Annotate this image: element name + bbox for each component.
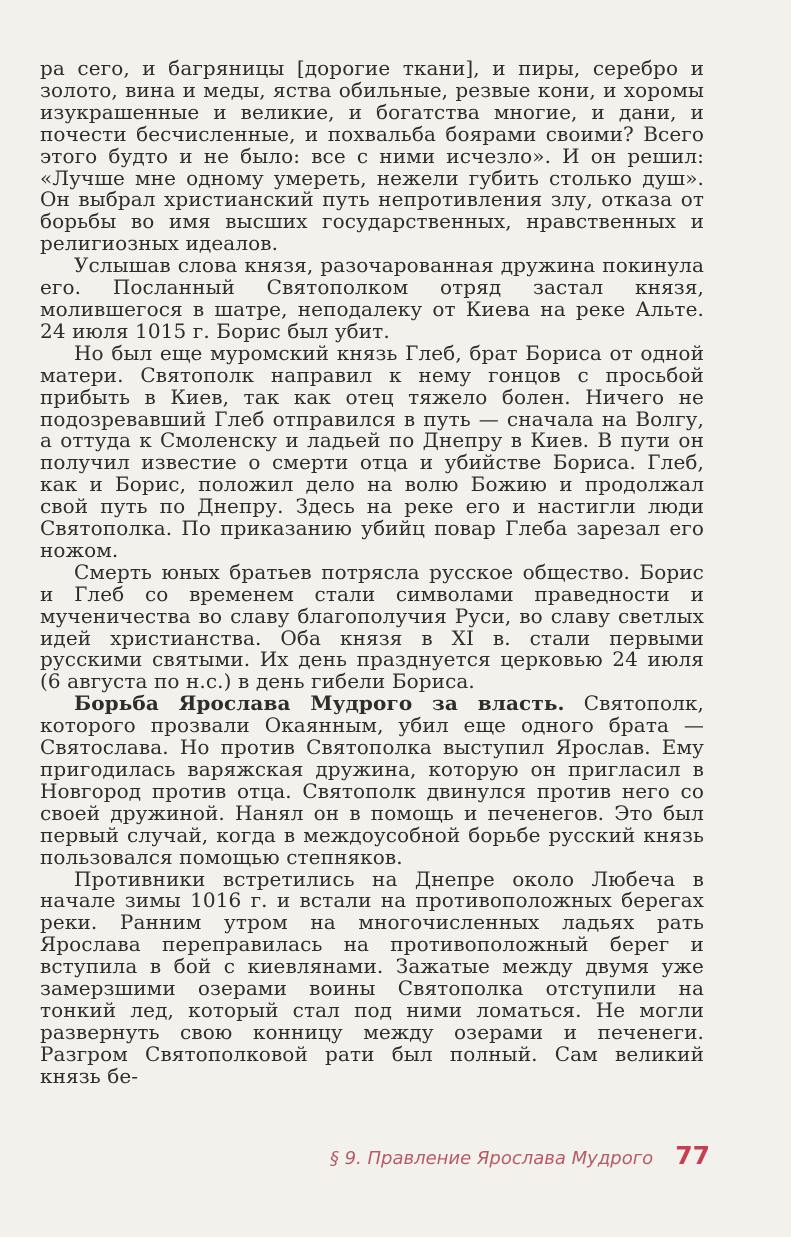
paragraph-3-text: Но был еще муромский князь Глеб, брат Бориса от одной матери. Святополк направил к нему гонцов с просьбой прибыть в Киев, так как отец тяжело болен. Ничего не подозревавший Глеб отправился в путь — сначала на Волгу, а оттуда к Смоленску и ладьей по Днепру в Киев. В пути он получил известие о смерти отца и убийстве Бориса. Глеб, как и Борис, положил дело на волю Божию и продолжал свой путь по Днепру. Здесь на реке его и настигли люди Святополка. По приказанию убийц повар Глеба зарезал его ножом. [40,340,704,562]
page-number: 77 [675,1141,710,1170]
paragraph-1 [40,58,704,255]
paragraph-5-text: Святополк, которого прозвали Окаянным, убил еще одного брата — Святослава. Но против Святополка выступил Ярослав. Ему пригодилась варяжская дружина, которую он пригласил в Новгород против отца. Святополк двинулся против него со своей дружиной. Нанял он в помощь и печенегов. Это был первый случай, когда в междоусобной борьбе русский князь пользовался помощью степняков. [40,691,704,869]
running-footer-title: § 9. Правление Ярослава Мудрого [329,1148,654,1169]
paragraph-6-text: Противники встретились на Днепре около Любеча в начале зимы 1016 г. и встали на противоположных берегах реки. Ранним утром на многочисленных ладьях рать Ярослава переправилась на противоположный берег и вступила в бой с киевлянами. Зажатые между двумя уже замерзшими озерами воины Святополка отступили на тонкий лед, который стал под ними ломаться. Не могли развернуть свою конницу между озерами и печенеги. Разгром Святополковой рати был полный. Сам великий князь бе- [40,866,704,1088]
paragraph-1-text: ра сего, и багряницы [дорогие ткани], и пиры, серебро и золото, вина и меды, яства обильные, резвые кони, и хоромы изукрашенные и великие, и богатства многие, и дани, и почести бесчисленные, и похвальба боярами своими? Всего этого будто и не было: все с ними исчезло». И он решил: «Лучше мне одному умереть, нежели губить столько душ». Он выбрал христианский путь непротивления злу, отказа от борьбы во имя высших государственных, нравственных и религиозных идеалов. [40,56,704,256]
paragraph-2 [40,255,704,343]
page-footer [300,1141,710,1173]
paragraph-6 [40,866,704,1088]
paragraph-4-text: Смерть юных братьев потрясла русское общество. Борис и Глеб со временем стали символами праведности и мученичества во славу благополучия Руси, во славу светлых идей христианства. Оба князя в XI в. стали первыми русскими святыми. Их день празднуется церковью 24 июля (6 августа по н.с.) в день гибели Бориса. [40,559,704,694]
paragraph-3 [40,340,704,562]
section-heading: Борьба Ярослава Мудрого за власть. [74,691,565,716]
paragraph-2-text: Услышав слова князя, разочарованная дружина покинула его. Посланный Святополком отряд застал князя, молившегося в шатре, неподалеку от Киева на реке Альте. 24 июля 1015 г. Борис был убит. [40,253,704,343]
page-body [40,58,704,1088]
paragraph-5 [40,693,704,868]
paragraph-4 [40,559,704,694]
